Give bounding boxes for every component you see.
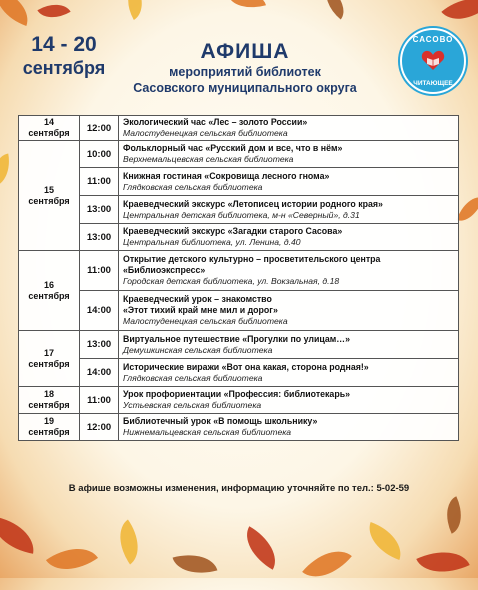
day-month: сентября bbox=[28, 128, 70, 138]
time-cell: 11:00 bbox=[80, 168, 119, 196]
event-place: Малостуденецкая сельская библиотека bbox=[123, 316, 288, 326]
day-number: 18 bbox=[43, 389, 54, 399]
day-month: сентября bbox=[28, 290, 70, 301]
leaf-decoration bbox=[441, 0, 478, 32]
day-cell bbox=[19, 331, 80, 387]
leaf-decoration bbox=[0, 153, 13, 186]
logo-top-text: САСОВО bbox=[412, 35, 454, 44]
time-cell: 13:00 bbox=[80, 196, 119, 224]
event-cell bbox=[119, 387, 459, 414]
day-month: сентября bbox=[28, 400, 70, 410]
time-cell: 13:00 bbox=[80, 224, 119, 251]
time-cell: 14:00 bbox=[80, 291, 119, 331]
time-cell: 14:00 bbox=[80, 359, 119, 387]
date-range bbox=[18, 33, 110, 79]
event-cell bbox=[119, 196, 459, 224]
day-cell bbox=[19, 141, 80, 251]
event-cell bbox=[119, 141, 459, 168]
event-cell bbox=[119, 359, 459, 387]
event-title-line-2: «Библиоэкспресс» bbox=[123, 265, 206, 275]
day-number: 17 bbox=[43, 347, 54, 358]
event-title: Виртуальное путешествие «Прогулки по улицам…» bbox=[123, 333, 350, 344]
event-title: Фольклорный час «Русский дом и все, что в нём» bbox=[123, 143, 343, 153]
day-month: сентября bbox=[28, 358, 70, 369]
day-cell bbox=[19, 116, 80, 141]
logo-bottom-text: ЧИТАЮЩЕЕ bbox=[413, 80, 453, 87]
event-place: Центральная детская библиотека, м-н «Северный», д.31 bbox=[123, 209, 360, 220]
date-range-month: сентября bbox=[22, 58, 106, 78]
leaf-decoration bbox=[318, 0, 353, 20]
table-row bbox=[19, 331, 459, 359]
leaf-decoration bbox=[173, 547, 218, 581]
event-place: Глядковская сельская библиотека bbox=[123, 372, 263, 383]
time-cell: 11:00 bbox=[80, 387, 119, 414]
time-cell: 12:00 bbox=[80, 116, 119, 141]
day-cell bbox=[19, 251, 80, 331]
leaf-decoration bbox=[236, 526, 285, 570]
poster-subtitle-2: Сасовского муниципального округа bbox=[133, 81, 357, 95]
poster-title: АФИША bbox=[200, 40, 290, 63]
event-title: Урок профориентации «Профессия: библиотекарь» bbox=[123, 389, 350, 399]
footer-note: В афише возможны изменения, информацию уточняйте по тел.: 5-02-59 bbox=[68, 483, 410, 494]
event-title: Исторические виражи «Вот она какая, сторона родная!» bbox=[123, 361, 369, 372]
leaf-decoration bbox=[0, 516, 38, 554]
poster-subtitle-1: мероприятий библиотек bbox=[169, 65, 321, 79]
event-place: Глядковская сельская библиотека bbox=[123, 181, 263, 192]
event-cell bbox=[119, 251, 459, 291]
event-cell bbox=[119, 116, 459, 141]
leaf-decoration bbox=[0, 0, 35, 26]
event-place: Устьевская сельская библиотека bbox=[123, 400, 262, 410]
event-cell bbox=[119, 331, 459, 359]
table-row bbox=[19, 359, 459, 387]
leaf-decoration bbox=[46, 535, 98, 583]
day-number: 16 bbox=[43, 279, 54, 290]
time-cell: 13:00 bbox=[80, 331, 119, 359]
day-number: 15 bbox=[43, 184, 54, 195]
time-cell: 11:00 bbox=[80, 251, 119, 291]
event-title: Краеведческий экскурс «Загадки старого Сасова» bbox=[123, 226, 343, 236]
table-row bbox=[19, 196, 459, 224]
table-row bbox=[19, 168, 459, 196]
event-title-line-2: «Этот тихий край мне мил и дорог» bbox=[123, 305, 278, 315]
time-cell: 10:00 bbox=[80, 141, 119, 168]
event-place: Демушкинская сельская библиотека bbox=[123, 344, 273, 355]
day-number: 19 bbox=[43, 416, 54, 426]
event-title: Краеведческий урок – знакомство bbox=[123, 294, 272, 304]
book-heart-icon bbox=[421, 49, 445, 71]
table-row bbox=[19, 141, 459, 168]
table-row bbox=[19, 414, 459, 441]
leaf-decoration bbox=[362, 522, 408, 560]
event-place: Верхнемальцевская сельская библиотека bbox=[123, 154, 294, 164]
event-title: Экологический час «Лес – золото России» bbox=[123, 117, 308, 127]
event-title: Библиотечный урок «В помощь школьнику» bbox=[123, 416, 318, 426]
leaf-decoration bbox=[37, 0, 70, 26]
leaf-decoration bbox=[108, 520, 149, 565]
event-place: Малостуденецкая сельская библиотека bbox=[123, 128, 288, 138]
event-cell bbox=[119, 224, 459, 251]
event-title: Открытие детского культурно – просветительского центра bbox=[123, 254, 381, 264]
leaf-decoration bbox=[302, 538, 352, 590]
leaf-decoration bbox=[228, 0, 266, 14]
event-place: Городская детская библиотека, ул. Вокзальная, д.18 bbox=[123, 276, 340, 286]
poster-title-block bbox=[120, 40, 370, 96]
day-cell bbox=[19, 414, 80, 441]
day-number: 14 bbox=[43, 117, 54, 127]
event-cell bbox=[119, 168, 459, 196]
table-row bbox=[19, 387, 459, 414]
table-row bbox=[19, 224, 459, 251]
time-cell: 12:00 bbox=[80, 414, 119, 441]
table-row bbox=[19, 116, 459, 141]
table-row bbox=[19, 291, 459, 331]
event-cell bbox=[119, 291, 459, 331]
day-month: сентября bbox=[28, 427, 70, 437]
event-place: Центральная библиотека, ул. Ленина, д.40 bbox=[123, 237, 301, 247]
event-place: Нижнемальцевская сельская библиотека bbox=[123, 427, 292, 437]
schedule-table bbox=[18, 115, 459, 441]
day-month: сентября bbox=[28, 195, 70, 206]
sasovo-reading-logo bbox=[400, 28, 466, 94]
date-range-days: 14 - 20 bbox=[31, 33, 97, 56]
event-cell bbox=[119, 414, 459, 441]
leaf-decoration bbox=[438, 496, 470, 533]
event-title: Краеведческий экскурс «Летописец истории родного края» bbox=[123, 198, 383, 209]
leaf-decoration bbox=[456, 192, 478, 226]
table-row bbox=[19, 251, 459, 291]
leaf-decoration bbox=[119, 0, 151, 20]
event-title: Книжная гостиная «Сокровища лесного гнома» bbox=[123, 170, 330, 181]
day-cell bbox=[19, 387, 80, 414]
